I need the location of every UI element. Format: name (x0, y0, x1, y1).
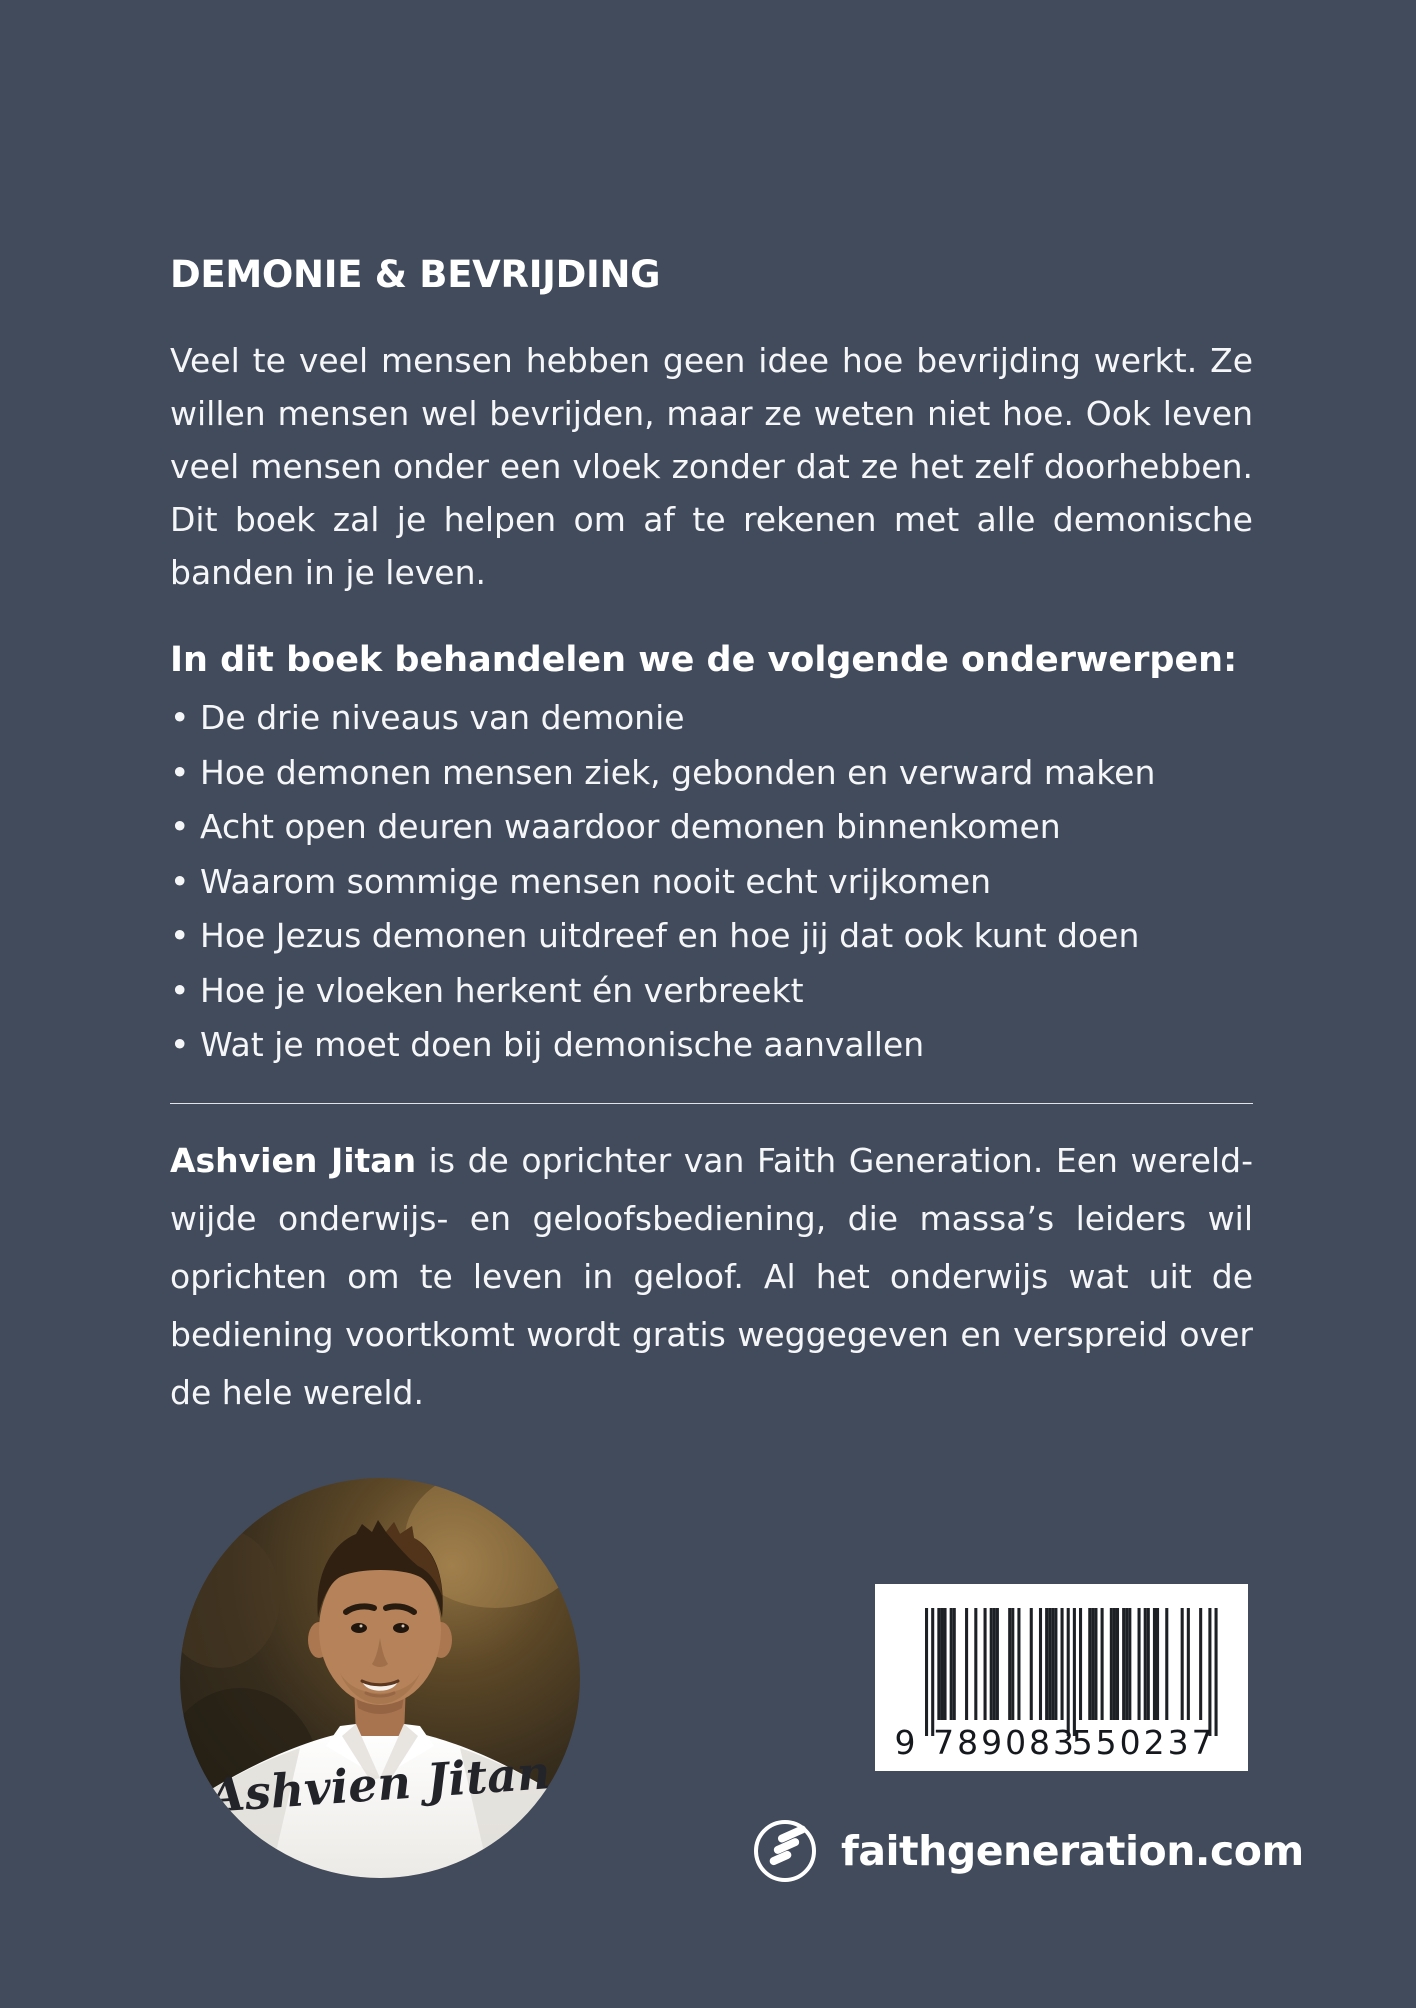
topic-text: Hoe demonen mensen ziek, gebonden en verward maken (200, 752, 1156, 792)
author-signature: Ashvien Jitan (207, 1745, 553, 1823)
svg-text:9: 9 (894, 1723, 916, 1762)
intro-paragraph: Veel te veel mensen hebben geen idee hoe bevrijding werkt. Ze willen mensen wel bevrijden, maar ze weten niet hoe. Ook leven veel mensen onder een vloek zonder dat ze het zelf doorhebben. Dit boek zal je helpen om af te rekenen met alle demonische banden in je leven. (170, 341, 1253, 592)
author-photo-illustration (180, 1478, 580, 1878)
svg-text:550237: 550237 (1071, 1723, 1216, 1762)
bullet-icon: • (170, 970, 190, 1010)
bullet-icon: • (170, 1025, 190, 1064)
topics-list (170, 691, 1253, 1073)
footer-brand (751, 1817, 1304, 1885)
isbn-barcode (875, 1584, 1248, 1771)
topic-item (170, 855, 1253, 910)
website-url: faithgeneration.com (841, 1827, 1304, 1875)
topic-text: De drie niveaus van demonie (200, 698, 685, 737)
back-cover-text-block (170, 252, 1253, 1422)
topic-item (170, 964, 1253, 1019)
author-bio-text: is de oprichter van Faith Generation. Een wereld-wijde onderwijs- en geloofsbediening, die massa’s leiders wil oprichten om te leven in geloof. Al het onderwijs wat uit de bediening voortkomt wordt gratis weggegeven en verspreid over de hele wereld. (170, 1140, 1253, 1412)
topic-text: Hoe je vloeken herkent én verbreekt (200, 970, 804, 1010)
bullet-icon: • (170, 861, 190, 901)
topic-text: Hoe Jezus demonen uitdreef en hoe jij dat ook kunt doen (200, 916, 1140, 955)
bullet-icon: • (170, 807, 190, 846)
topic-item (170, 746, 1253, 801)
bullet-icon: • (170, 916, 190, 955)
topic-item (170, 909, 1253, 964)
topic-item (170, 1018, 1253, 1073)
svg-text:789083: 789083 (933, 1723, 1078, 1762)
author-photo (180, 1478, 580, 1878)
barcode-graphic (875, 1584, 1248, 1771)
book-title: DEMONIE & BEVRIJDING (170, 253, 661, 296)
topic-item (170, 800, 1253, 855)
bullet-icon: • (170, 752, 190, 792)
author-bio (170, 1132, 1253, 1422)
author-name: Ashvien Jitan (170, 1140, 417, 1180)
topic-text: Wat je moet doen bij demonische aanvallen (200, 1025, 925, 1064)
faith-generation-logo-icon (751, 1817, 819, 1885)
bullet-icon: • (170, 698, 190, 737)
topic-text: Acht open deuren waardoor demonen binnenkomen (200, 807, 1061, 846)
topic-text: Waarom sommige mensen nooit echt vrijkomen (200, 861, 992, 901)
topic-item (170, 691, 1253, 746)
topics-heading: In dit boek behandelen we de volgende onderwerpen: (170, 640, 1238, 680)
section-divider (170, 1103, 1253, 1104)
